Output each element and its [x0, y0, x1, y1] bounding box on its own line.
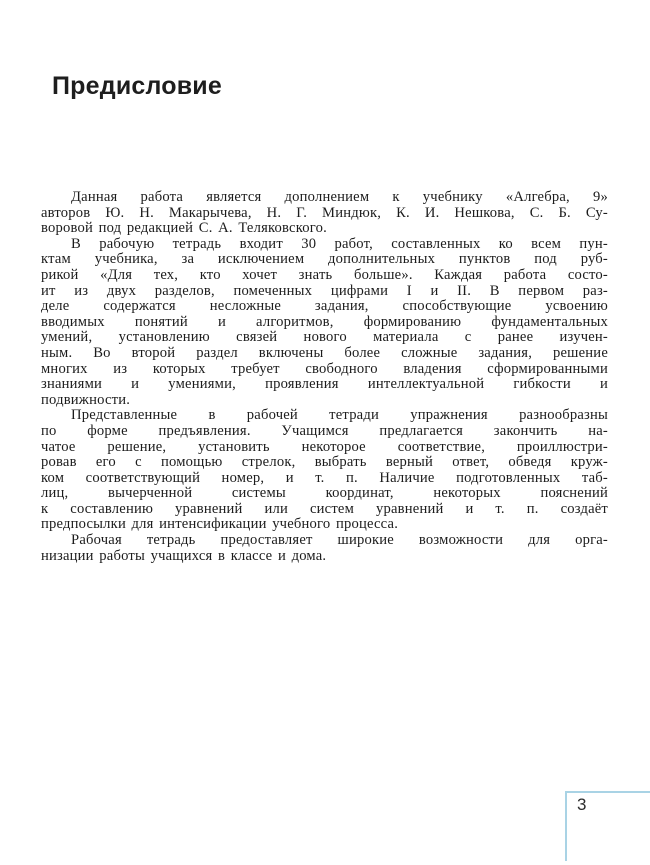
text-line: авторов Ю. Н. Макарычева, Н. Г. Миндюк, К. И. Нешкова, С. Б. Су- — [41, 204, 608, 221]
paragraph — [41, 533, 608, 564]
text-line: к составлению уравнений или систем уравнений и т. п. создаёт — [41, 500, 608, 517]
text-line: лиц, вычерченной системы координат, некоторых пояснений — [41, 485, 608, 502]
text-line: знаниями и умениями, проявления интеллектуальной гибкости и — [41, 376, 608, 393]
body-text — [41, 190, 608, 564]
page-title: Предисловие — [52, 72, 222, 100]
paragraph — [41, 408, 608, 533]
text-line: многих из которых требует свободного владения сформированными — [41, 360, 608, 377]
text-line: деле содержатся несложные задания, способствующие усвоению — [41, 298, 608, 315]
paragraph — [41, 190, 608, 237]
text-line: Представленные в рабочей тетради упражнения разнообразны — [71, 407, 608, 424]
text-line: Рабочая тетрадь предоставляет широкие возможности для орга- — [71, 532, 608, 549]
paragraph — [41, 237, 608, 409]
text-line: подвижности. — [41, 391, 131, 408]
text-line: предпосылки для интенсификации учебного процесса. — [41, 516, 399, 533]
page-number-box — [565, 791, 650, 861]
text-line: низации работы учащихся в классе и дома. — [41, 547, 327, 564]
text-line: В рабочую тетрадь входит 30 работ, составленных ко всем пун- — [71, 235, 608, 252]
page-number: 3 — [577, 795, 587, 814]
text-line: ным. Во второй раздел включены более сложные задания, решение — [41, 344, 608, 361]
text-line: по форме предъявления. Учащимся предлагается закончить на- — [41, 422, 608, 439]
text-line: Данная работа является дополнением к учебнику «Алгебра, 9» — [71, 189, 608, 205]
text-line: ит из двух разделов, помеченных цифрами I и II. В первом раз- — [41, 282, 608, 299]
text-line: ктам учебника, за исключением дополнительных пунктов под руб- — [41, 251, 608, 268]
text-line: воровой под редакцией С. А. Теляковского. — [41, 220, 327, 237]
text-line: умений, установлению связей нового материала с ранее изучен- — [41, 329, 608, 346]
text-line: чатое решение, установить некоторое соответствие, проиллюстри- — [41, 438, 608, 455]
text-line: ровав его с помощью стрелок, выбрать верный ответ, обведя круж- — [41, 454, 608, 471]
text-line: рикой «Для тех, кто хочет знать больше». Каждая работа состо- — [41, 266, 608, 283]
text-line: ком соответствующий номер, и т. п. Наличие подготовленных таб- — [41, 469, 608, 486]
text-line: вводимых понятий и алгоритмов, формированию фундаментальных — [41, 313, 608, 330]
